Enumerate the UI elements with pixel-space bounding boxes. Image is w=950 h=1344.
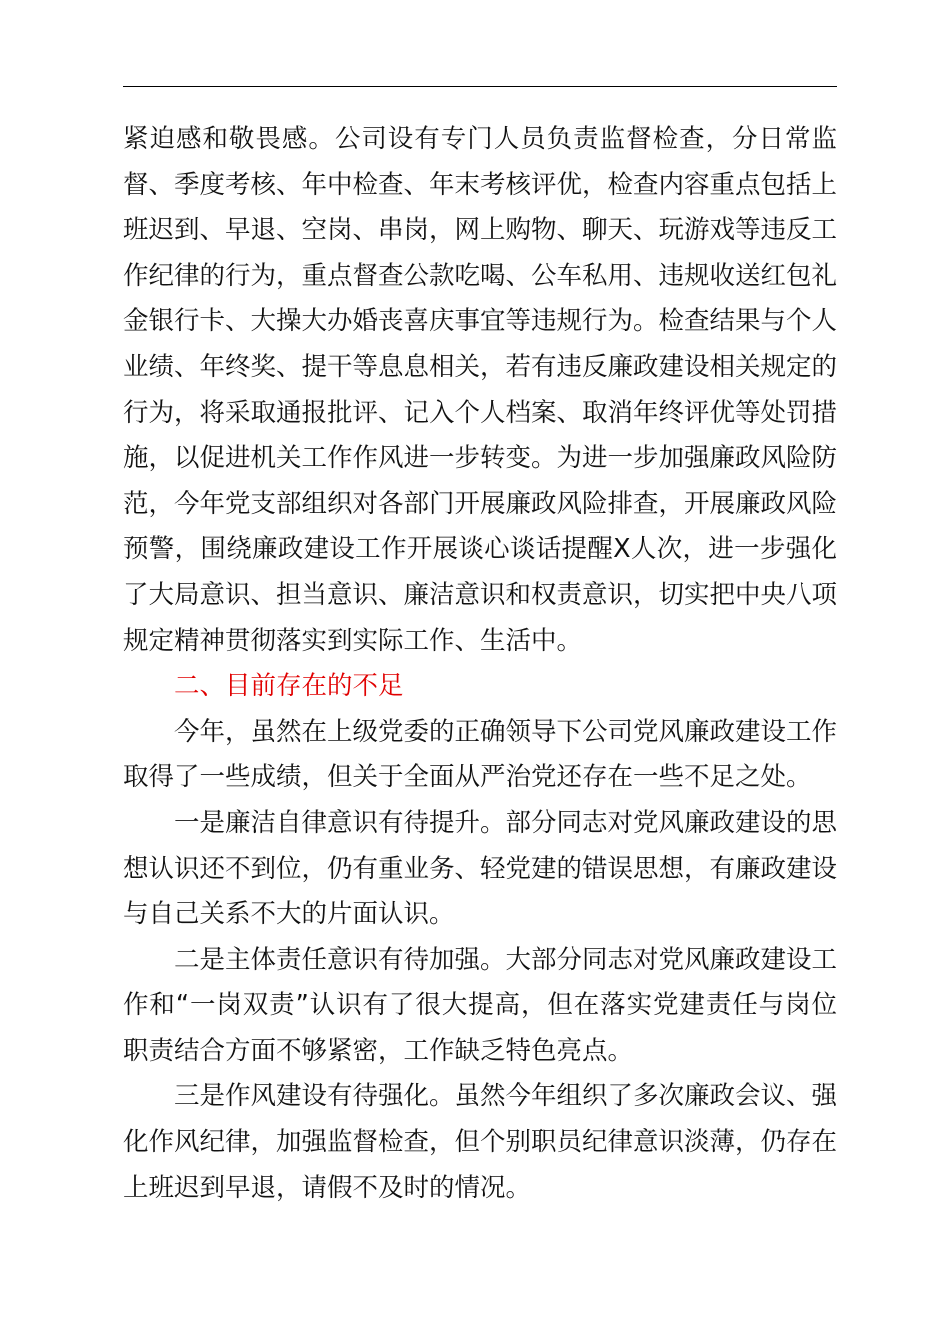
continuation-paragraph: 紧迫感和敬畏感。公司设有专门人员负责监督检查，分日常监督、季度考核、年中检查、年末考核评优，检查内容重点包括上班迟到、早退、空岗、串岗，网上购物、聊天、玩游戏等违反工作纪律的行为，重点督查公款吃喝、公车私用、违规收送红包礼金银行卡、大操大办婚丧喜庆事宜等违规行为。检查结果与个人业绩、年终奖、提干等息息相关，若有违反廉政建设相关规定的行为，将采取通报批评、记入个人档案、取消年终评优等处罚措施，以促进机关工作作风进一步转变。为进一步加强廉政风险防范，今年党支部组织对各部门开展廉政风险排查，开展廉政风险预警，围绕廉政建设工作开展谈心谈话提醒X人次，进一步强化了大局意识、担当意识、廉洁意识和权责意识，切实把中央八项规定精神贯彻落实到实际工作、生活中。: [123, 124, 838, 656]
point-one-paragraph: 一是廉洁自律意识有待提升。部分同志对党风廉政建设的思想认识还不到位，仍有重业务、轻党建的错误思想，有廉政建设与自己关系不大的片面认识。: [123, 807, 838, 930]
document-body: [123, 117, 837, 1211]
header-rule: [123, 86, 837, 87]
intro-paragraph: 今年，虽然在上级党委的正确领导下公司党风廉政建设工作取得了一些成绩，但关于全面从严治党还存在一些不足之处。: [123, 716, 838, 793]
point-two-paragraph: 二是主体责任意识有待加强。大部分同志对党风廉政建设工作和“一岗双责”认识有了很大提高，但在落实党建责任与岗位职责结合方面不够紧密，工作缺乏特色亮点。: [123, 944, 838, 1066]
point-three-paragraph: 三是作风建设有待强化。虽然今年组织了多次廉政会议、强化作风纪律，加强监督检查，但个别职员纪律意识淡薄，仍存在上班迟到早退，请假不及时的情况。: [123, 1081, 838, 1203]
section-heading: 二、目前存在的不足: [174, 671, 404, 702]
